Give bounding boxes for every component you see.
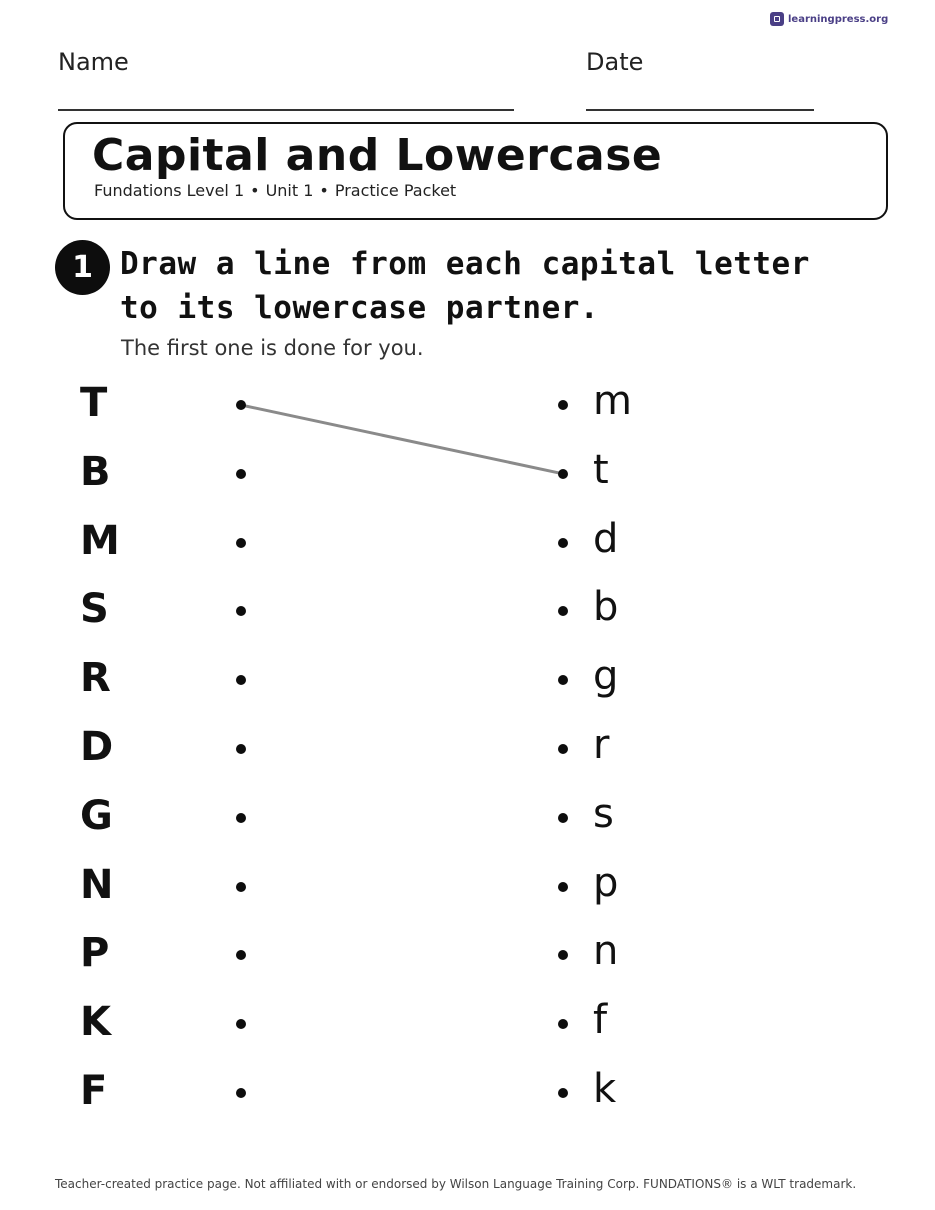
capital-connect-dot[interactable] [236, 950, 246, 960]
lowercase-letter: p [593, 859, 619, 906]
lowercase-connect-dot[interactable] [558, 675, 568, 685]
capital-connect-dot[interactable] [236, 882, 246, 892]
lowercase-connect-dot[interactable] [558, 950, 568, 960]
lowercase-connect-dot[interactable] [558, 744, 568, 754]
capital-connect-dot[interactable] [236, 1088, 246, 1098]
capital-letter: N [80, 861, 114, 908]
capital-letter: R [80, 655, 111, 702]
capital-letter: D [80, 724, 114, 770]
subtitle-packet: Practice Packet [334, 181, 457, 200]
capital-letter: M [80, 517, 120, 564]
lowercase-letter: k [593, 1066, 617, 1112]
subtitle-level: Fundations Level 1 [94, 181, 245, 200]
lowercase-letter: r [593, 722, 610, 768]
lowercase-connect-dot[interactable] [558, 813, 568, 823]
lowercase-letter: b [593, 584, 619, 631]
capital-connect-dot[interactable] [236, 744, 246, 754]
capital-letter: S [80, 586, 109, 633]
lowercase-connect-dot[interactable] [558, 1019, 568, 1029]
capital-letter: B [80, 448, 111, 495]
capital-letter: K [80, 999, 111, 1046]
exercise-number-badge: 1 [55, 240, 110, 295]
capital-connect-dot[interactable] [236, 400, 246, 410]
capital-connect-dot[interactable] [236, 606, 246, 616]
lowercase-letter: t [593, 446, 609, 493]
capital-letter: P [80, 930, 110, 977]
lowercase-letter: s [593, 790, 614, 837]
date-label: Date [586, 48, 644, 76]
lowercase-connect-dot[interactable] [558, 606, 568, 616]
exercise-instruction: Draw a line from each capital letter to its lowercase partner. [120, 246, 810, 326]
lowercase-connect-dot[interactable] [558, 882, 568, 892]
capital-letter: G [80, 792, 113, 839]
capital-letter: F [80, 1068, 108, 1114]
capital-connect-dot[interactable] [236, 675, 246, 685]
footer-disclaimer: Teacher-created practice page. Not affiliated with or endorsed by Wilson Language Training Corp. FUNDATIONS® is a WLT trademark. [55, 1177, 857, 1191]
subtitle-separator: • [319, 181, 329, 200]
lowercase-connect-dot[interactable] [558, 469, 568, 479]
subtitle-unit: Unit 1 [265, 181, 314, 200]
capital-connect-dot[interactable] [236, 1019, 246, 1029]
lowercase-letter: m [593, 378, 632, 424]
subtitle-separator: • [250, 181, 260, 200]
capital-connect-dot[interactable] [236, 813, 246, 823]
lowercase-connect-dot[interactable] [558, 538, 568, 548]
capital-letter: T [80, 380, 108, 426]
lowercase-letter: g [593, 653, 619, 700]
lowercase-connect-dot[interactable] [558, 1088, 568, 1098]
lowercase-connect-dot[interactable] [558, 400, 568, 410]
lowercase-letter: f [593, 997, 608, 1044]
logo-text: learningpress.org [788, 13, 889, 25]
capital-connect-dot[interactable] [236, 538, 246, 548]
name-label: Name [58, 48, 129, 76]
capital-connect-dot[interactable] [236, 469, 246, 479]
lowercase-letter: n [593, 928, 619, 975]
worksheet-title: Capital and Lowercase [92, 130, 663, 181]
exercise-hint: The first one is done for you. [121, 336, 424, 360]
lowercase-letter: d [593, 515, 619, 562]
